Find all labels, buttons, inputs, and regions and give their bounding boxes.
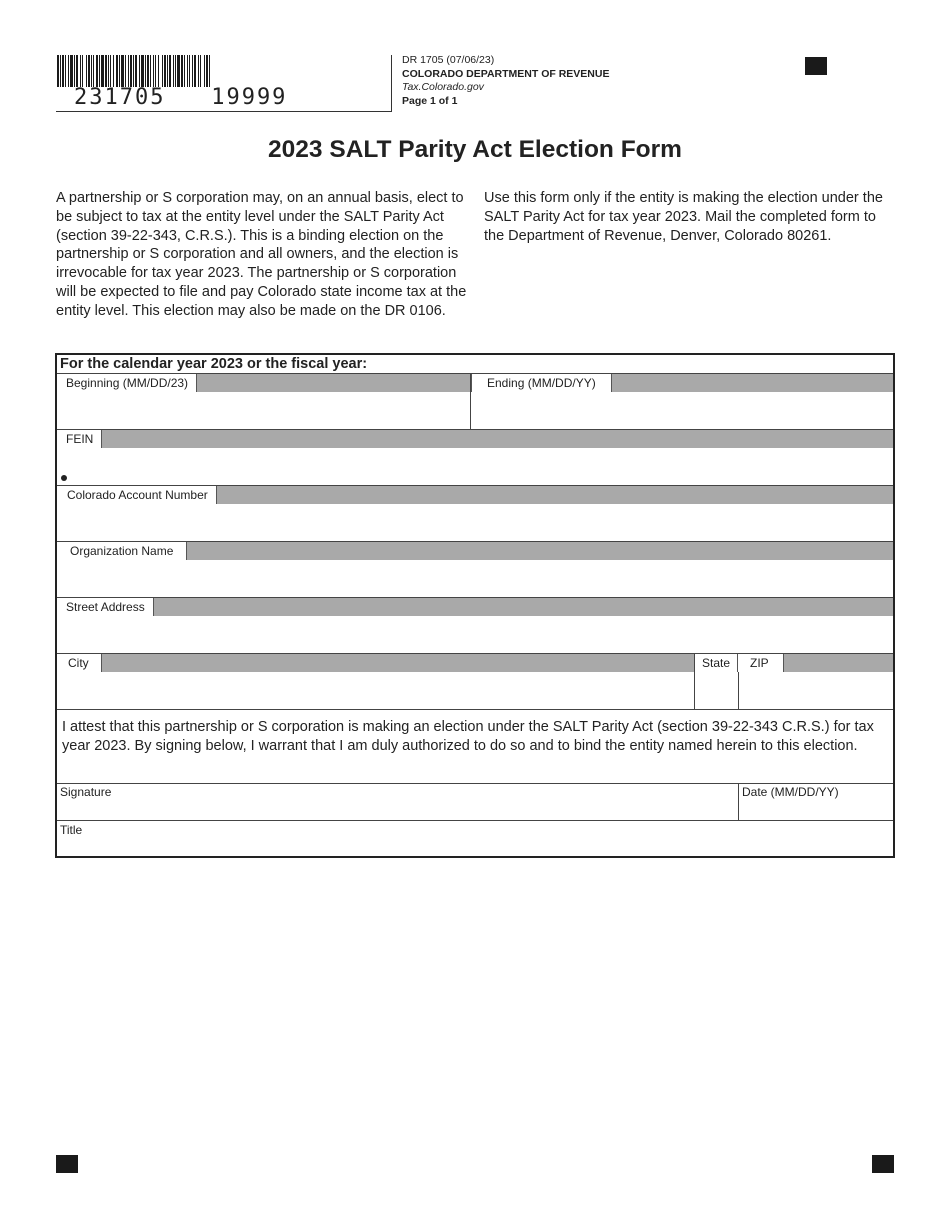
- barcode-bar: [88, 55, 90, 87]
- attestation-text: I attest that this partnership or S corporation is making an election under the SALT Parity Act (section 39-22-343 C.R.S.) for tax year 2023. By signing below, I warrant that I am duly authorized to do so and to bind the entity named herein to this election.: [62, 719, 874, 754]
- bullet-marker: [61, 475, 67, 481]
- barcode-bar: [198, 55, 199, 87]
- barcode-bar: [164, 55, 166, 87]
- barcode-bar: [74, 55, 75, 87]
- barcode-number: 231705 19999: [74, 85, 288, 110]
- barcode-bar: [147, 55, 149, 87]
- fiscal-year-heading: For the calendar year 2023 or the fiscal year:: [60, 356, 368, 372]
- barcode-bar: [135, 55, 137, 87]
- form-id: DR 1705 (07/06/23): [402, 54, 495, 66]
- title-field[interactable]: [57, 821, 893, 856]
- city-label: City: [57, 654, 102, 672]
- barcode-bar: [93, 55, 94, 87]
- barcode-bar: [189, 55, 190, 87]
- barcode-bar: [116, 55, 118, 87]
- barcode-bar: [110, 55, 111, 87]
- organization-name-field[interactable]: [57, 560, 893, 597]
- barcode-bar: [187, 55, 188, 87]
- barcode-bar: [184, 55, 185, 87]
- barcode-bar: [70, 55, 73, 87]
- barcode-bar: [82, 55, 83, 87]
- barcode-bar: [204, 55, 205, 87]
- barcode-bar: [181, 55, 183, 87]
- election-form: [55, 353, 895, 858]
- department-name: COLORADO DEPARTMENT OF REVENUE: [402, 67, 610, 80]
- barcode-bar: [153, 55, 154, 87]
- barcode-bar: [139, 55, 140, 87]
- street-label-band: [57, 598, 893, 616]
- page-number: Page 1 of 1: [402, 94, 458, 107]
- fein-field[interactable]: [57, 448, 893, 485]
- barcode-bar: [162, 55, 163, 87]
- form-header: [402, 54, 609, 108]
- street-address-label: Street Address: [57, 598, 154, 616]
- street-address-field[interactable]: [57, 616, 893, 653]
- barcode-bar: [173, 55, 174, 87]
- barcode-bar: [200, 55, 201, 87]
- state-field[interactable]: [695, 672, 738, 709]
- barcode-bar: [128, 55, 129, 87]
- beginning-label: Beginning (MM/DD/23): [57, 374, 197, 392]
- barcode-bars: [56, 55, 312, 87]
- barcode-bar: [119, 55, 120, 87]
- barcode-bar: [113, 55, 114, 87]
- barcode-bar: [130, 55, 132, 87]
- account-number-label: Colorado Account Number: [57, 486, 217, 504]
- barcode-bar: [177, 55, 180, 87]
- barcode-bar: [80, 55, 81, 87]
- barcode-bar: [133, 55, 134, 87]
- barcode-bar: [76, 55, 78, 87]
- zip-field[interactable]: [739, 672, 893, 709]
- barcode-bar: [155, 55, 156, 87]
- account-label-band: [57, 486, 893, 504]
- registration-mark-bottom-right: [872, 1155, 894, 1173]
- organization-name-label: Organization Name: [57, 542, 187, 560]
- barcode-bar: [125, 55, 126, 87]
- barcode-bar: [169, 55, 171, 87]
- divider: [57, 709, 893, 710]
- period-label-band: [57, 374, 893, 392]
- barcode-bar: [65, 55, 66, 87]
- barcode-bar: [57, 55, 59, 87]
- website: Tax.Colorado.gov: [402, 81, 484, 93]
- account-number-field[interactable]: [57, 504, 893, 541]
- ending-date-field[interactable]: [471, 392, 893, 429]
- barcode-bar: [150, 55, 151, 87]
- zip-label: ZIP: [738, 654, 784, 672]
- barcode-bar: [91, 55, 92, 87]
- date-label: Date (MM/DD/YY): [742, 785, 839, 799]
- barcode-bar: [158, 55, 159, 87]
- org-label-band: [57, 542, 893, 560]
- beginning-date-field[interactable]: [57, 392, 470, 429]
- barcode-bar: [101, 55, 104, 87]
- city-label-band: [57, 654, 893, 672]
- date-field[interactable]: [739, 784, 893, 820]
- barcode-bar: [99, 55, 100, 87]
- barcode-bar: [68, 55, 69, 87]
- barcode-bar: [145, 55, 146, 87]
- state-label: State: [694, 654, 738, 672]
- barcode-bar: [192, 55, 193, 87]
- barcode-bar: [60, 55, 61, 87]
- intro-right-paragraph: Use this form only if the entity is making the election under the SALT Parity Act for tax year 2023. Mail the completed form to the Department of Revenue, Denver, Colorado 80261.: [484, 190, 883, 244]
- barcode-bar: [62, 55, 64, 87]
- ending-label: Ending (MM/DD/YY): [471, 374, 612, 392]
- page-title: 2023 SALT Parity Act Election Form: [268, 136, 682, 163]
- barcode-bar: [86, 55, 87, 87]
- fein-label-band: [57, 430, 893, 448]
- barcode-bar: [105, 55, 107, 87]
- fein-label: FEIN: [57, 430, 102, 448]
- barcode-bar: [175, 55, 176, 87]
- barcode-bar: [96, 55, 98, 87]
- title-label: Title: [60, 823, 83, 837]
- registration-mark-bottom-left: [56, 1155, 78, 1173]
- barcode-bar: [167, 55, 168, 87]
- barcode-bar: [108, 55, 109, 87]
- signature-label: Signature: [60, 785, 112, 799]
- intro-left-paragraph: A partnership or S corporation may, on an annual basis, elect to be subject to tax at the entity level under the SALT Parity Act (section 39-22-343, C.R.S.). This is a binding election on the partnership or S corporation and all owners, and the election is irrevocable for tax year 2023. The partnership or S corporation will be expected to file and pay Colorado state income tax at the entity level. This election may also be made on the DR 0106.: [56, 190, 467, 319]
- barcode-bar: [194, 55, 196, 87]
- signature-field[interactable]: [57, 784, 738, 820]
- barcode-bar: [141, 55, 144, 87]
- barcode-bar: [209, 55, 210, 87]
- barcode-bar: [206, 55, 208, 87]
- barcode-bar: [121, 55, 124, 87]
- city-field[interactable]: [57, 672, 694, 709]
- registration-mark-top-right: [805, 57, 827, 75]
- barcode: [56, 55, 392, 112]
